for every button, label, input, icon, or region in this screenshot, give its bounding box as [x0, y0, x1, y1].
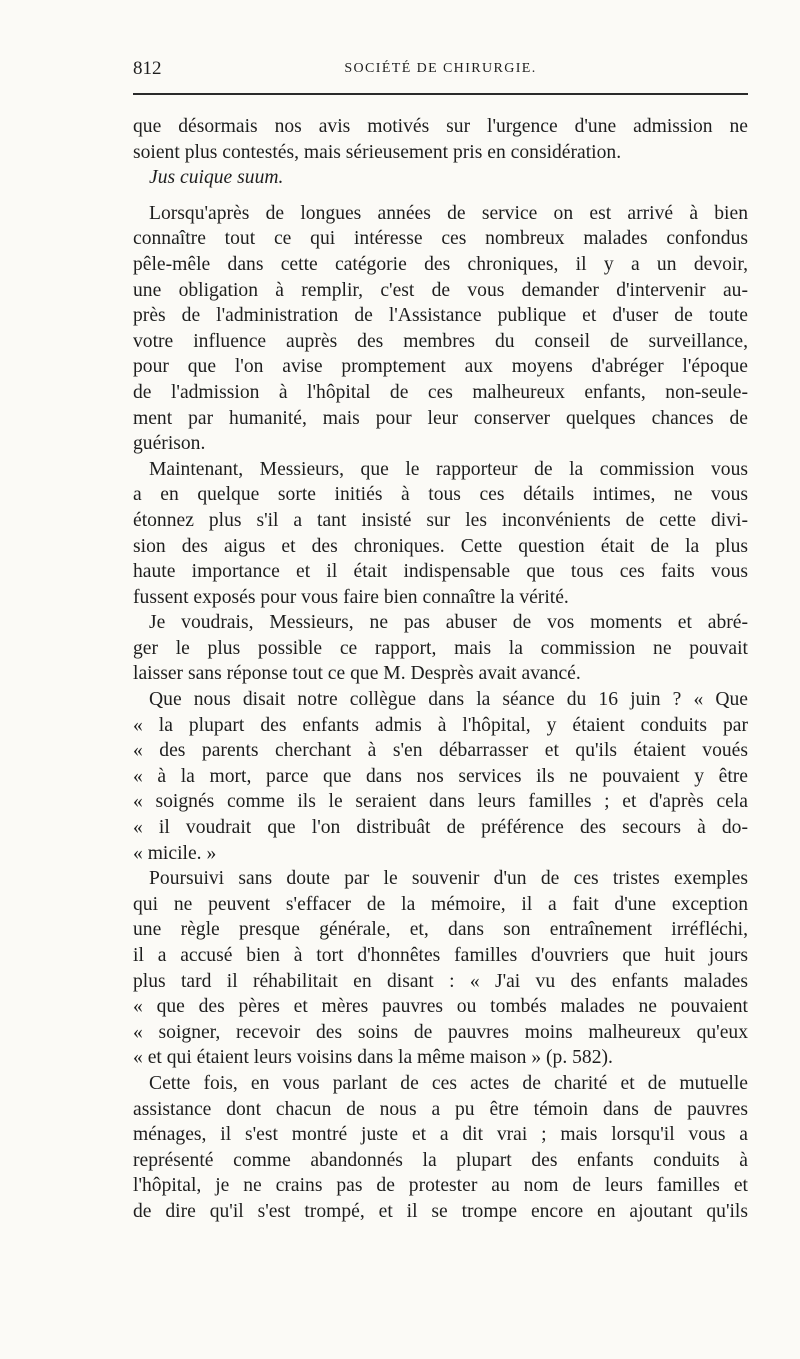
quote-line: « il voudrait que l'on distribuât de préférence des secours à do- — [133, 817, 748, 839]
text-line: une obligation à remplir, c'est de vous demander d'intervenir au- — [133, 279, 748, 301]
text-line: fussent exposés pour vous faire bien connaître la vérité. — [133, 586, 569, 608]
text-line: Poursuivi sans doute par le souvenir d'un de ces tristes exemples — [149, 868, 748, 890]
text-line: l'hôpital, je ne crains pas de protester au nom de leurs familles et — [133, 1175, 748, 1197]
quote-line: « et qui étaient leurs voisins dans la même maison » (p. 582). — [133, 1047, 613, 1069]
text-line: soient plus contestés, mais sérieusement pris en considération. — [133, 141, 622, 163]
quote-line: « à la mort, parce que dans nos services ils ne pouvaient y être — [133, 765, 748, 787]
text-line: il a accusé bien à tort d'honnêtes familles d'ouvriers que huit jours — [133, 945, 748, 966]
text-line: haute importance et il était indispensable que tous ces faits vous — [133, 561, 748, 583]
latin-maxim: Jus cuique suum. — [149, 167, 284, 189]
text-line: guérison. — [133, 433, 206, 455]
text-line: assistance dont chacun de nous a pu être témoin dans de pauvres — [133, 1098, 748, 1120]
text-line: Lorsqu'après de longues années de service on est arrivé à bien — [149, 202, 748, 224]
text-line: Maintenant, Messieurs, que le rapporteur de la commission vous — [149, 458, 748, 480]
quote-line: « des parents cherchant à s'en débarrasser et qu'ils étaient voués — [133, 740, 748, 762]
quote-line: « micile. » — [133, 842, 217, 864]
text-line: a en quelque sorte initiés à tous ces détails intimes, ne vous — [133, 484, 748, 506]
text-line: ger le plus possible ce rapport, mais la commission ne pouvait — [133, 637, 748, 659]
text-line: ment par humanité, mais pour leur conserver quelques chances de — [133, 407, 748, 429]
text-line: représenté comme abandonnés la plupart des enfants conduits à — [133, 1149, 748, 1171]
text-line: pour que l'on avise promptement aux moyens d'abréger l'époque — [133, 356, 748, 378]
text-line: plus tard il réhabilitait en disant : « J'ai vu des enfants malades — [133, 970, 748, 992]
quote-line: « que des pères et mères pauvres ou tombés malades ne pouvaient — [133, 996, 748, 1018]
text-line: votre influence auprès des membres du conseil de surveillance, — [133, 330, 748, 352]
text-line: laisser sans réponse tout ce que M. Desprès avait avancé. — [133, 663, 581, 685]
text-line: de dire qu'il s'est trompé, et il se trompe encore en ajoutant qu'ils — [133, 1200, 748, 1222]
page-header — [133, 58, 748, 92]
text-line: Cette fois, en vous parlant de ces actes de charité et de mutuelle — [149, 1072, 748, 1094]
text-line: de l'admission à l'hôpital de ces malheureux enfants, non-seule- — [133, 381, 748, 403]
running-title: SOCIÉTÉ DE CHIRURGIE. — [344, 61, 537, 76]
text-line: près de l'administration de l'Assistance publique et d'user de toute — [133, 305, 748, 327]
page-number: 812 — [133, 58, 162, 79]
text-line: Je voudrais, Messieurs, ne pas abuser de vos moments et abré- — [149, 612, 748, 634]
text-line: ménages, il s'est montré juste et a dit vrai ; mais lorsqu'il vous a — [133, 1124, 748, 1146]
body-text — [133, 114, 748, 1225]
text-line: pêle-mêle dans cette catégorie des chroniques, il y a un devoir, — [133, 253, 748, 275]
text-line: une règle presque générale, et, dans son entraînement irréfléchi, — [133, 919, 748, 941]
header-rule — [133, 93, 748, 95]
paragraph-gap — [133, 191, 748, 201]
text-line: connaître tout ce qui intéresse ces nombreux malades confondus — [133, 228, 748, 250]
quote-line: « soignés comme ils le seraient dans leurs familles ; et d'après cela — [133, 791, 748, 813]
text-line: Que nous disait notre collègue dans la séance du 16 juin ? « Que — [149, 689, 748, 711]
quote-line: « la plupart des enfants admis à l'hôpital, y étaient conduits par — [133, 714, 748, 736]
text-line: étonnez plus s'il a tant insisté sur les inconvénients de cette divi- — [133, 509, 748, 531]
text-line: que désormais nos avis motivés sur l'urgence d'une admission ne — [133, 116, 748, 137]
text-line: qui ne peuvent s'effacer de la mémoire, il a fait d'une exception — [133, 893, 748, 915]
text-line: sion des aigus et des chroniques. Cette question était de la plus — [133, 535, 748, 557]
quote-line: « soigner, recevoir des soins de pauvres moins malheureux qu'eux — [133, 1021, 748, 1043]
